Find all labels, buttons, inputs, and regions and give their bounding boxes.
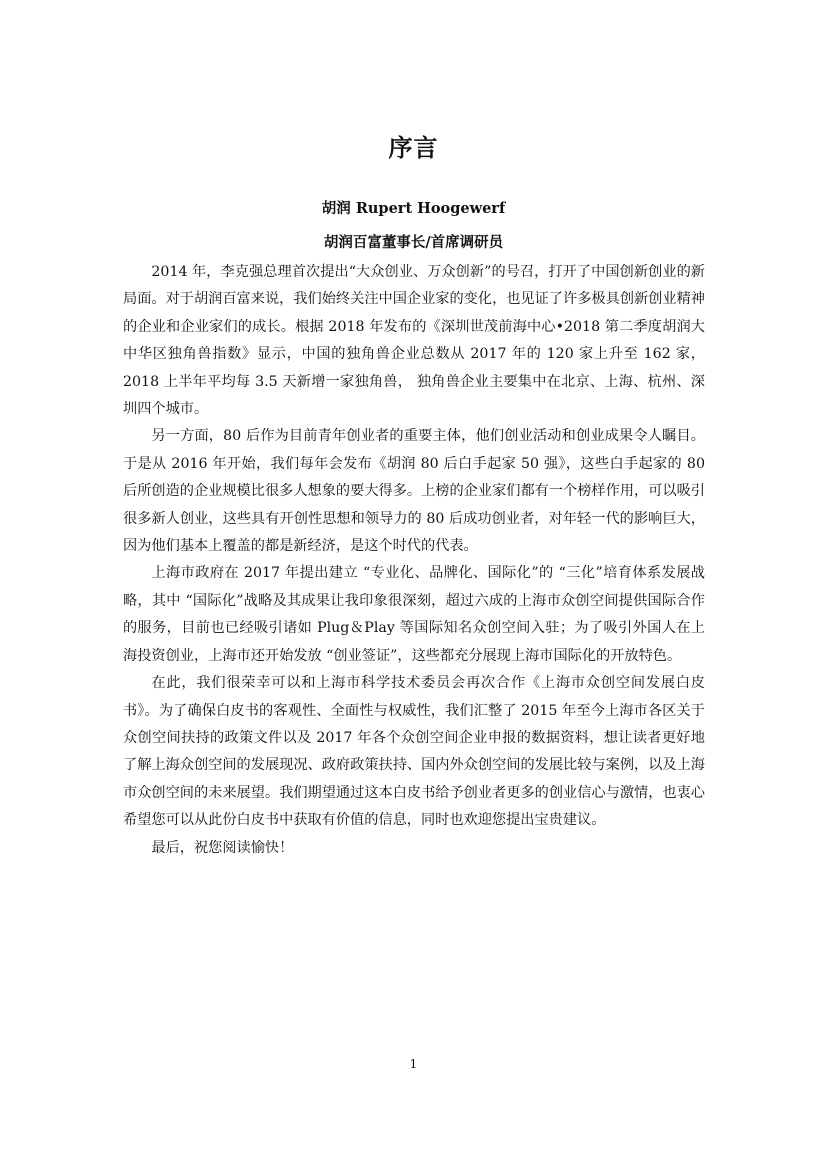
paragraph: 最后，祝您阅读愉快！ (151, 839, 294, 856)
author-name: 胡润 Rupert Hoogewerf (321, 200, 506, 217)
page-title: 序言 (388, 133, 439, 162)
paragraph: 在此，我们很荣幸可以和上海市科学技术委员会再次合作《上海市众创空间发展白皮书》。为了确保白皮书的客观性、全面性与权威性，我们汇整了 2015 年至今上海市各区关于众创空间扶持的政策文件以及 2017 年各个众创空间企业申报的数据资料，想让读者更好地了解上海众创空间的发展现况、政府政策扶持、国内外众创空间的发展比较与案例，以及上海市众创空间的未来展望。我们期望通过这本白皮书给予创业者更多的创业信心与激情，也衷心希望您可以从此份白皮书中获取有价值的信息，同时也欢迎您提出宝贵建议。 (123, 675, 705, 829)
preface-body (123, 259, 705, 862)
page-number: 1 (409, 1057, 418, 1071)
author-position: 胡润百富董事长/首席调研员 (323, 234, 504, 251)
paragraph: 2014 年，李克强总理首次提出“大众创业、万众创新”的号召，打开了中国创新创业的新局面。对于胡润百富来说，我们始终关注中国企业家的变化，也见证了许多极具创新创业精神的企业和企业家们的成长。根据 2018 年发布的《深圳世茂前海中心•2018 第二季度胡润大中华区独角兽指数》显示，中国的独角兽企业总数从 2017 年的 120 家上升至 162 家，2018 上半年平均每 3.5 天新增一家独角兽， 独角兽企业主要集中在北京、上海、杭州、深圳四个城市。 (123, 264, 705, 418)
paragraph: 另一方面，80 后作为目前青年创业者的重要主体，他们创业活动和创业成果令人瞩目。于是从 2016 年开始，我们每年会发布《胡润 80 后白手起家 50 强》，这些白手起家的 80 后所创造的企业规模比很多人想象的要大得多。上榜的企业家们都有一个榜样作用，可以吸引很多新人创业，这些具有开创性思想和领导力的 80 后成功创业者，对年轻一代的影响巨大，因为他们基本上覆盖的都是新经济，是这个时代的代表。 (123, 428, 705, 555)
paragraph: 上海市政府在 2017 年提出建立 “专业化、品牌化、国际化”的 “三化”培育体系发展战略，其中 “国际化”战略及其成果让我印象很深刻，超过六成的上海市众创空间提供国际合作的服务，目前也已经吸引诸如 Plug＆Play 等国际知名众创空间入驻；为了吸引外国人在上海投资创业，上海市还开始发放 “创业签证”，这些都充分展现上海市国际化的开放特色。 (123, 565, 705, 664)
